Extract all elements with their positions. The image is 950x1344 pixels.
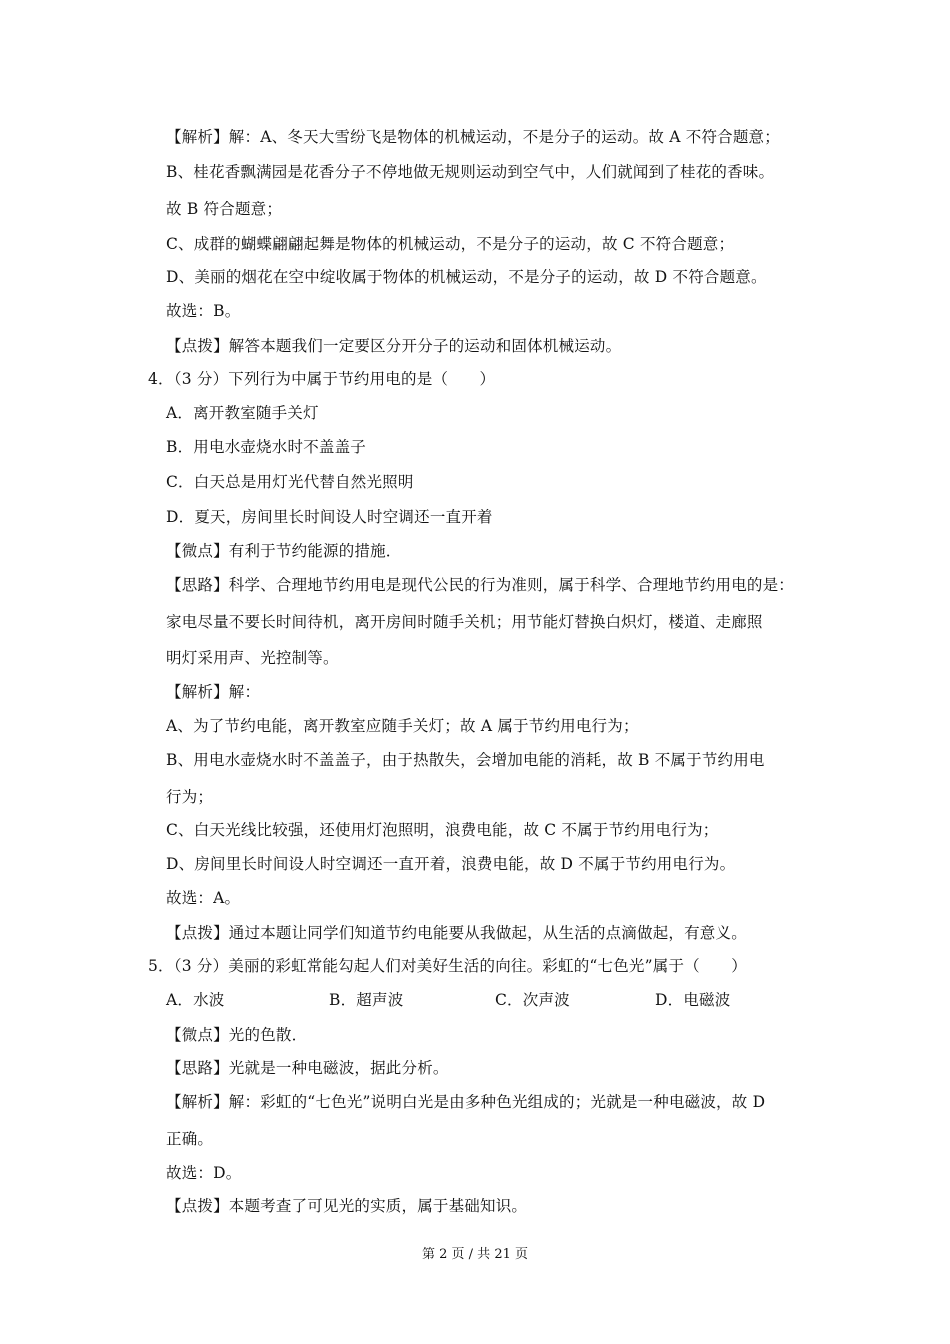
q5-analysis-line1: 【解析】解：彩虹的“七色光”说明白光是由多种色光组成的；光就是一种电磁波，故 D [166,1093,766,1111]
q3-tip: 【点拨】解答本题我们一定要区分开分子的运动和固体机械运动。 [166,337,622,355]
q3-analysis-line1: 【解析】解：A、冬天大雪纷飞是物体的机械运动，不是分子的运动。故 A 不符合题意； [166,128,780,146]
q5-tip: 【点拨】本题考查了可见光的实质，属于基础知识。 [166,1197,528,1215]
page-footer: 第 2 页 / 共 21 页 [422,1247,528,1262]
q5-answer: 故选：D。 [166,1164,242,1182]
q5-option-a: A．水波 [166,991,225,1009]
q3-analysis-line4: C、成群的蝴蝶翩翩起舞是物体的机械运动，不是分子的运动，故 C 不符合题意； [166,235,735,253]
q5-option-c: C．次声波 [495,991,570,1009]
q4-option-b: B．用电水壶烧水时不盖盖子 [166,438,366,456]
q4-analysis-head: 【解析】解： [166,683,261,701]
q5-option-d: D．电磁波 [655,991,731,1009]
q4-stem: 4．（3 分）下列行为中属于节约用电的是（ ） [148,370,496,388]
q4-tip: 【点拨】通过本题让同学们知道节约电能要从我做起，从生活的点滴做起，有意义。 [166,924,747,942]
q4-idea-line1: 【思路】科学、合理地节约用电是现代公民的行为准则，属于科学、合理地节约用电的是： [166,576,795,594]
q4-option-c: C．白天总是用灯光代替自然光照明 [166,473,414,491]
q5-idea: 【思路】光就是一种电磁波，据此分析。 [166,1059,449,1077]
q5-analysis-line2: 正确。 [166,1130,214,1148]
q3-answer: 故选：B。 [166,302,241,320]
q3-analysis-line2: B、桂花香飘满园是花香分子不停地做无规则运动到空气中，人们就闻到了桂花的香味。 [166,163,775,181]
q4-point: 【微点】有利于节约能源的措施． [166,542,402,560]
q4-idea-line3: 明灯采用声、光控制等。 [166,649,339,667]
q5-point: 【微点】光的色散． [166,1026,308,1044]
q3-analysis-line5: D、美丽的烟花在空中绽收属于物体的机械运动，不是分子的运动，故 D 不符合题意。 [166,268,767,286]
q4-option-a: A．离开教室随手关灯 [166,404,319,422]
q5-stem: 5．（3 分）美丽的彩虹常能勾起人们对美好生活的向往。彩虹的“七色光”属于（ ） [148,957,747,975]
q4-idea-line2: 家电尽量不要长时间待机，离开房间时随手关机；用节能灯替换白炽灯，楼道、走廊照 [166,613,763,631]
q4-analysis-b-line1: B、用电水壶烧水时不盖盖子，由于热散失，会增加电能的消耗，故 B 不属于节约用电 [166,751,765,769]
q4-analysis-d: D、房间里长时间设人时空调还一直开着，浪费电能，故 D 不属于节约用电行为。 [166,855,736,873]
q4-analysis-a: A、为了节约电能，离开教室应随手关灯；故 A 属于节约用电行为； [166,717,639,735]
q4-answer: 故选：A。 [166,889,241,907]
q3-analysis-line3: 故 B 符合题意； [166,200,283,218]
q4-option-d: D．夏天，房间里长时间设人时空调还一直开着 [166,508,493,526]
q5-option-b: B．超声波 [329,991,404,1009]
q4-analysis-b-line2: 行为； [166,788,214,806]
q4-analysis-c: C、白天光线比较强，还使用灯泡照明，浪费电能，故 C 不属于节约用电行为； [166,821,719,839]
